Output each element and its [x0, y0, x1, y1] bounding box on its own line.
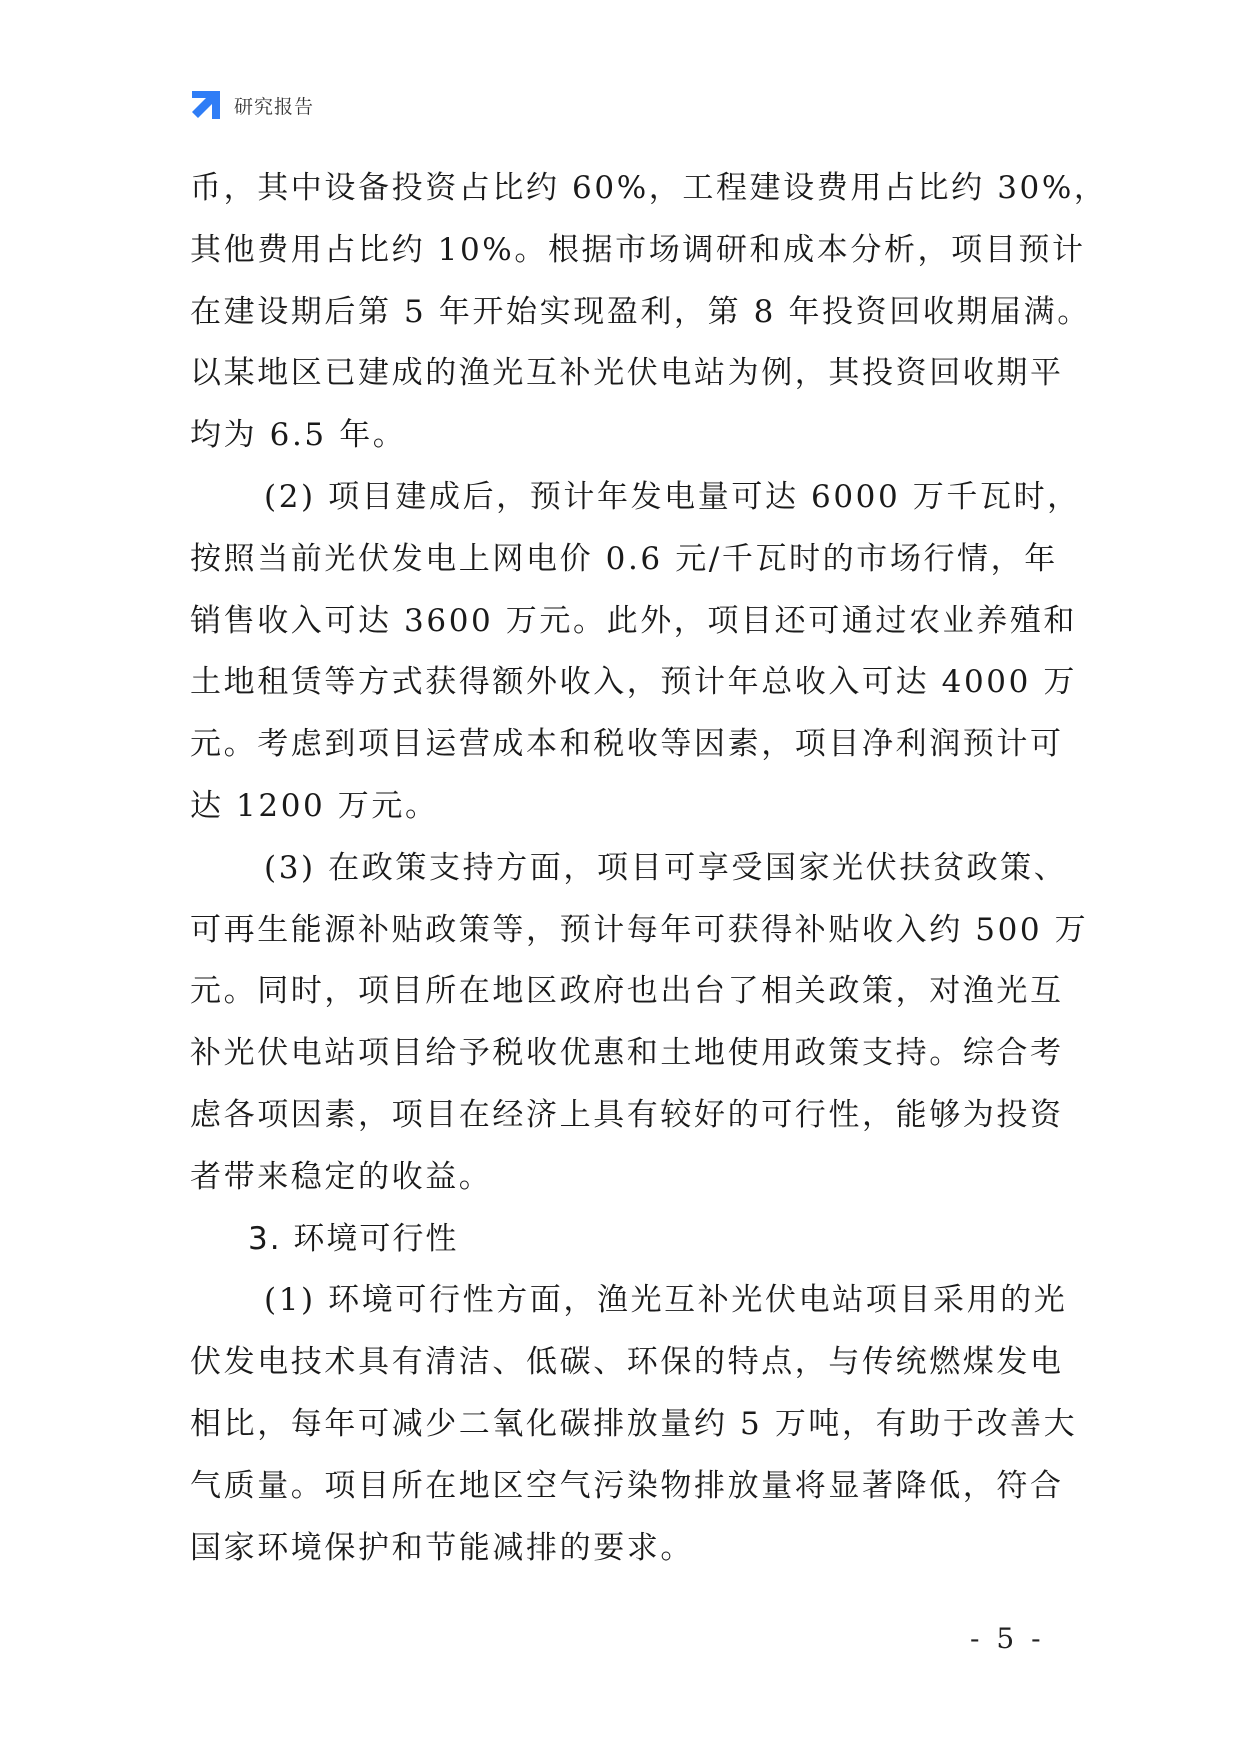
text-line: 元。同时，项目所在地区政府也出台了相关政策，对渔光互 [190, 973, 1064, 1010]
paragraph-start-line: (3) 在政策支持方面，项目可享受国家光伏扶贫政策、 [264, 849, 1068, 886]
text-line: 伏发电技术具有清洁、低碳、环保的特点，与传统燃煤发电 [190, 1344, 1064, 1381]
text-line: 均为 6.5 年。 [190, 417, 407, 454]
document-body [190, 158, 1108, 1579]
text-line: 以某地区已建成的渔光互补光伏电站为例，其投资回收期平 [190, 355, 1064, 392]
text-line: 在建设期后第 5 年开始实现盈利，第 8 年投资回收期届满。 [190, 293, 1091, 330]
paragraph-start-line: (2) 项目建成后，预计年发电量可达 6000 万千瓦时， [264, 478, 1081, 515]
text-line: 按照当前光伏发电上网电价 0.6 元/千瓦时的市场行情，年 [190, 540, 1058, 577]
text-line: 土地租赁等方式获得额外收入，预计年总收入可达 4000 万 [190, 664, 1077, 701]
text-line: 销售收入可达 3600 万元。此外，项目还可通过农业养殖和 [190, 602, 1077, 639]
page-header [190, 88, 314, 122]
text-line: 国家环境保护和节能减排的要求。 [190, 1529, 694, 1566]
section-heading: 3. 环境可行性 [248, 1220, 459, 1257]
text-line: 元。考虑到项目运营成本和税收等因素，项目净利润预计可 [190, 726, 1064, 763]
paragraph-start-line: (1) 环境可行性方面，渔光互补光伏电站项目采用的光 [264, 1282, 1068, 1319]
text-line: 可再生能源补贴政策等，预计每年可获得补贴收入约 500 万 [190, 911, 1089, 948]
text-line: 补光伏电站项目给予税收优惠和土地使用政策支持。综合考 [190, 1035, 1064, 1072]
page-number: - 5 - [970, 1622, 1045, 1655]
text-line: 达 1200 万元。 [190, 787, 439, 824]
text-line: 气质量。项目所在地区空气污染物排放量将显著降低，符合 [190, 1467, 1064, 1504]
text-line: 者带来稳定的收益。 [190, 1158, 493, 1195]
header-title: 研究报告 [234, 95, 315, 118]
text-line: 其他费用占比约 10%。根据市场调研和成本分析，项目预计 [190, 231, 1086, 268]
text-line: 相比，每年可减少二氧化碳排放量约 5 万吨，有助于改善大 [190, 1405, 1078, 1442]
text-line: 虑各项因素，项目在经济上具有较好的可行性，能够为投资 [190, 1096, 1064, 1133]
text-line: 币，其中设备投资占比约 60%，工程建设费用占比约 30%， [190, 170, 1108, 206]
arrow-up-right-icon [190, 89, 222, 121]
